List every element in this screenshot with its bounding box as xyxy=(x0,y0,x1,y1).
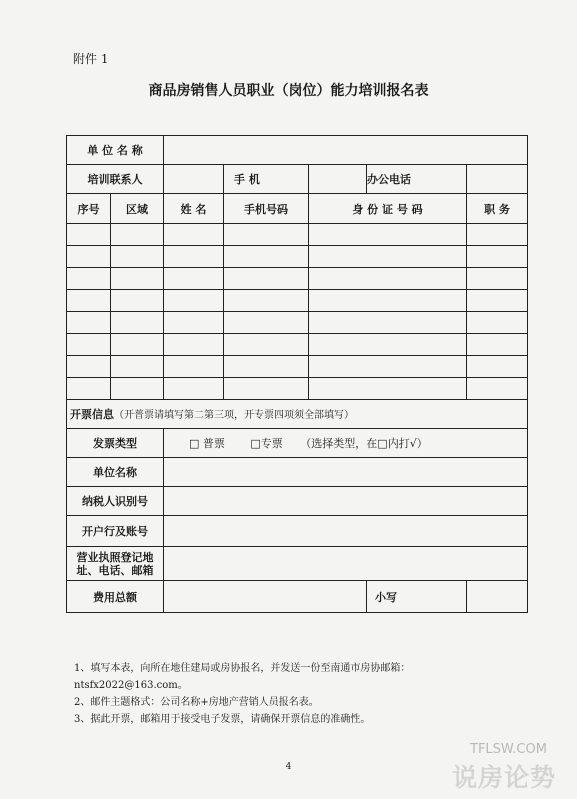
table-row[interactable] xyxy=(67,378,528,400)
lowercase-amount-label: 小写 xyxy=(367,581,467,613)
contact-person-label: 培训联系人 xyxy=(67,165,164,194)
table-row[interactable] xyxy=(67,246,528,268)
office-phone-field[interactable] xyxy=(467,165,528,194)
note-line-1: 1、填写本表，向所在地住建局或房协报名，并发送一份至南通市房协邮箱： xyxy=(74,663,411,674)
company-name-field[interactable] xyxy=(164,458,528,487)
table-row[interactable] xyxy=(67,224,528,246)
table-row[interactable] xyxy=(67,290,528,312)
registration-form-table xyxy=(66,135,528,613)
notes-section xyxy=(74,660,544,728)
table-row[interactable] xyxy=(67,268,528,290)
column-header-district: 区域 xyxy=(111,194,164,224)
invoice-type-hint: （选择类型，在□内打√） xyxy=(300,437,428,450)
lowercase-amount-field[interactable] xyxy=(467,581,528,613)
contact-person-field[interactable] xyxy=(164,165,224,194)
invoice-type-options xyxy=(164,429,528,458)
note-line-1-email: ntsfx2022@163.com。 xyxy=(74,680,188,691)
unit-name-label: 单 位 名 称 xyxy=(67,136,164,165)
bank-account-field[interactable] xyxy=(164,516,528,547)
table-row[interactable] xyxy=(67,312,528,334)
total-fee-label: 费用总额 xyxy=(67,581,164,613)
total-fee-field[interactable] xyxy=(164,581,367,613)
license-address-field[interactable] xyxy=(164,547,528,581)
tax-id-field[interactable] xyxy=(164,487,528,516)
office-phone-label: 办公电话 xyxy=(367,165,467,194)
bank-account-label: 开户行及账号 xyxy=(67,516,164,547)
column-header-name: 姓 名 xyxy=(164,194,224,224)
note-line-2: 2、邮件主题格式：公司名称+房地产营销人员报名表。 xyxy=(74,697,319,708)
unit-name-field[interactable] xyxy=(164,136,528,165)
invoice-info-note: （开普票请填写第二第三项，开专票四项须全部填写） xyxy=(114,410,354,421)
page-number: 4 xyxy=(285,762,292,772)
column-header-id-number: 身 份 证 号 码 xyxy=(309,194,467,224)
invoice-info-row xyxy=(67,400,528,429)
mobile-label: 手 机 xyxy=(224,165,309,194)
watermark-site: TFLSW.COM xyxy=(470,742,547,757)
watermark-brand: 说房论势 xyxy=(452,763,557,792)
invoice-special-checkbox[interactable]: □专票 xyxy=(250,437,283,450)
invoice-type-label: 发票类型 xyxy=(67,429,164,458)
invoice-info-label: 开票信息 xyxy=(70,408,114,421)
invoice-plain-checkbox[interactable]: □ 普票 xyxy=(189,437,225,450)
license-address-label: 营业执照登记地址、电话、邮箱 xyxy=(67,547,164,581)
column-header-index: 序号 xyxy=(67,194,111,224)
attachment-label: 附件 1 xyxy=(73,52,109,66)
mobile-field[interactable] xyxy=(309,165,367,194)
column-header-position: 职 务 xyxy=(467,194,528,224)
table-row[interactable] xyxy=(67,356,528,378)
tax-id-label: 纳税人识别号 xyxy=(67,487,164,516)
company-name-label: 单位名称 xyxy=(67,458,164,487)
note-line-3: 3、据此开票，邮箱用于接受电子发票，请确保开票信息的准确性。 xyxy=(74,714,371,725)
form-title: 商品房销售人员职业（岗位）能力培训报名表 xyxy=(148,83,429,99)
table-row[interactable] xyxy=(67,334,528,356)
column-header-mobile: 手机号码 xyxy=(224,194,309,224)
